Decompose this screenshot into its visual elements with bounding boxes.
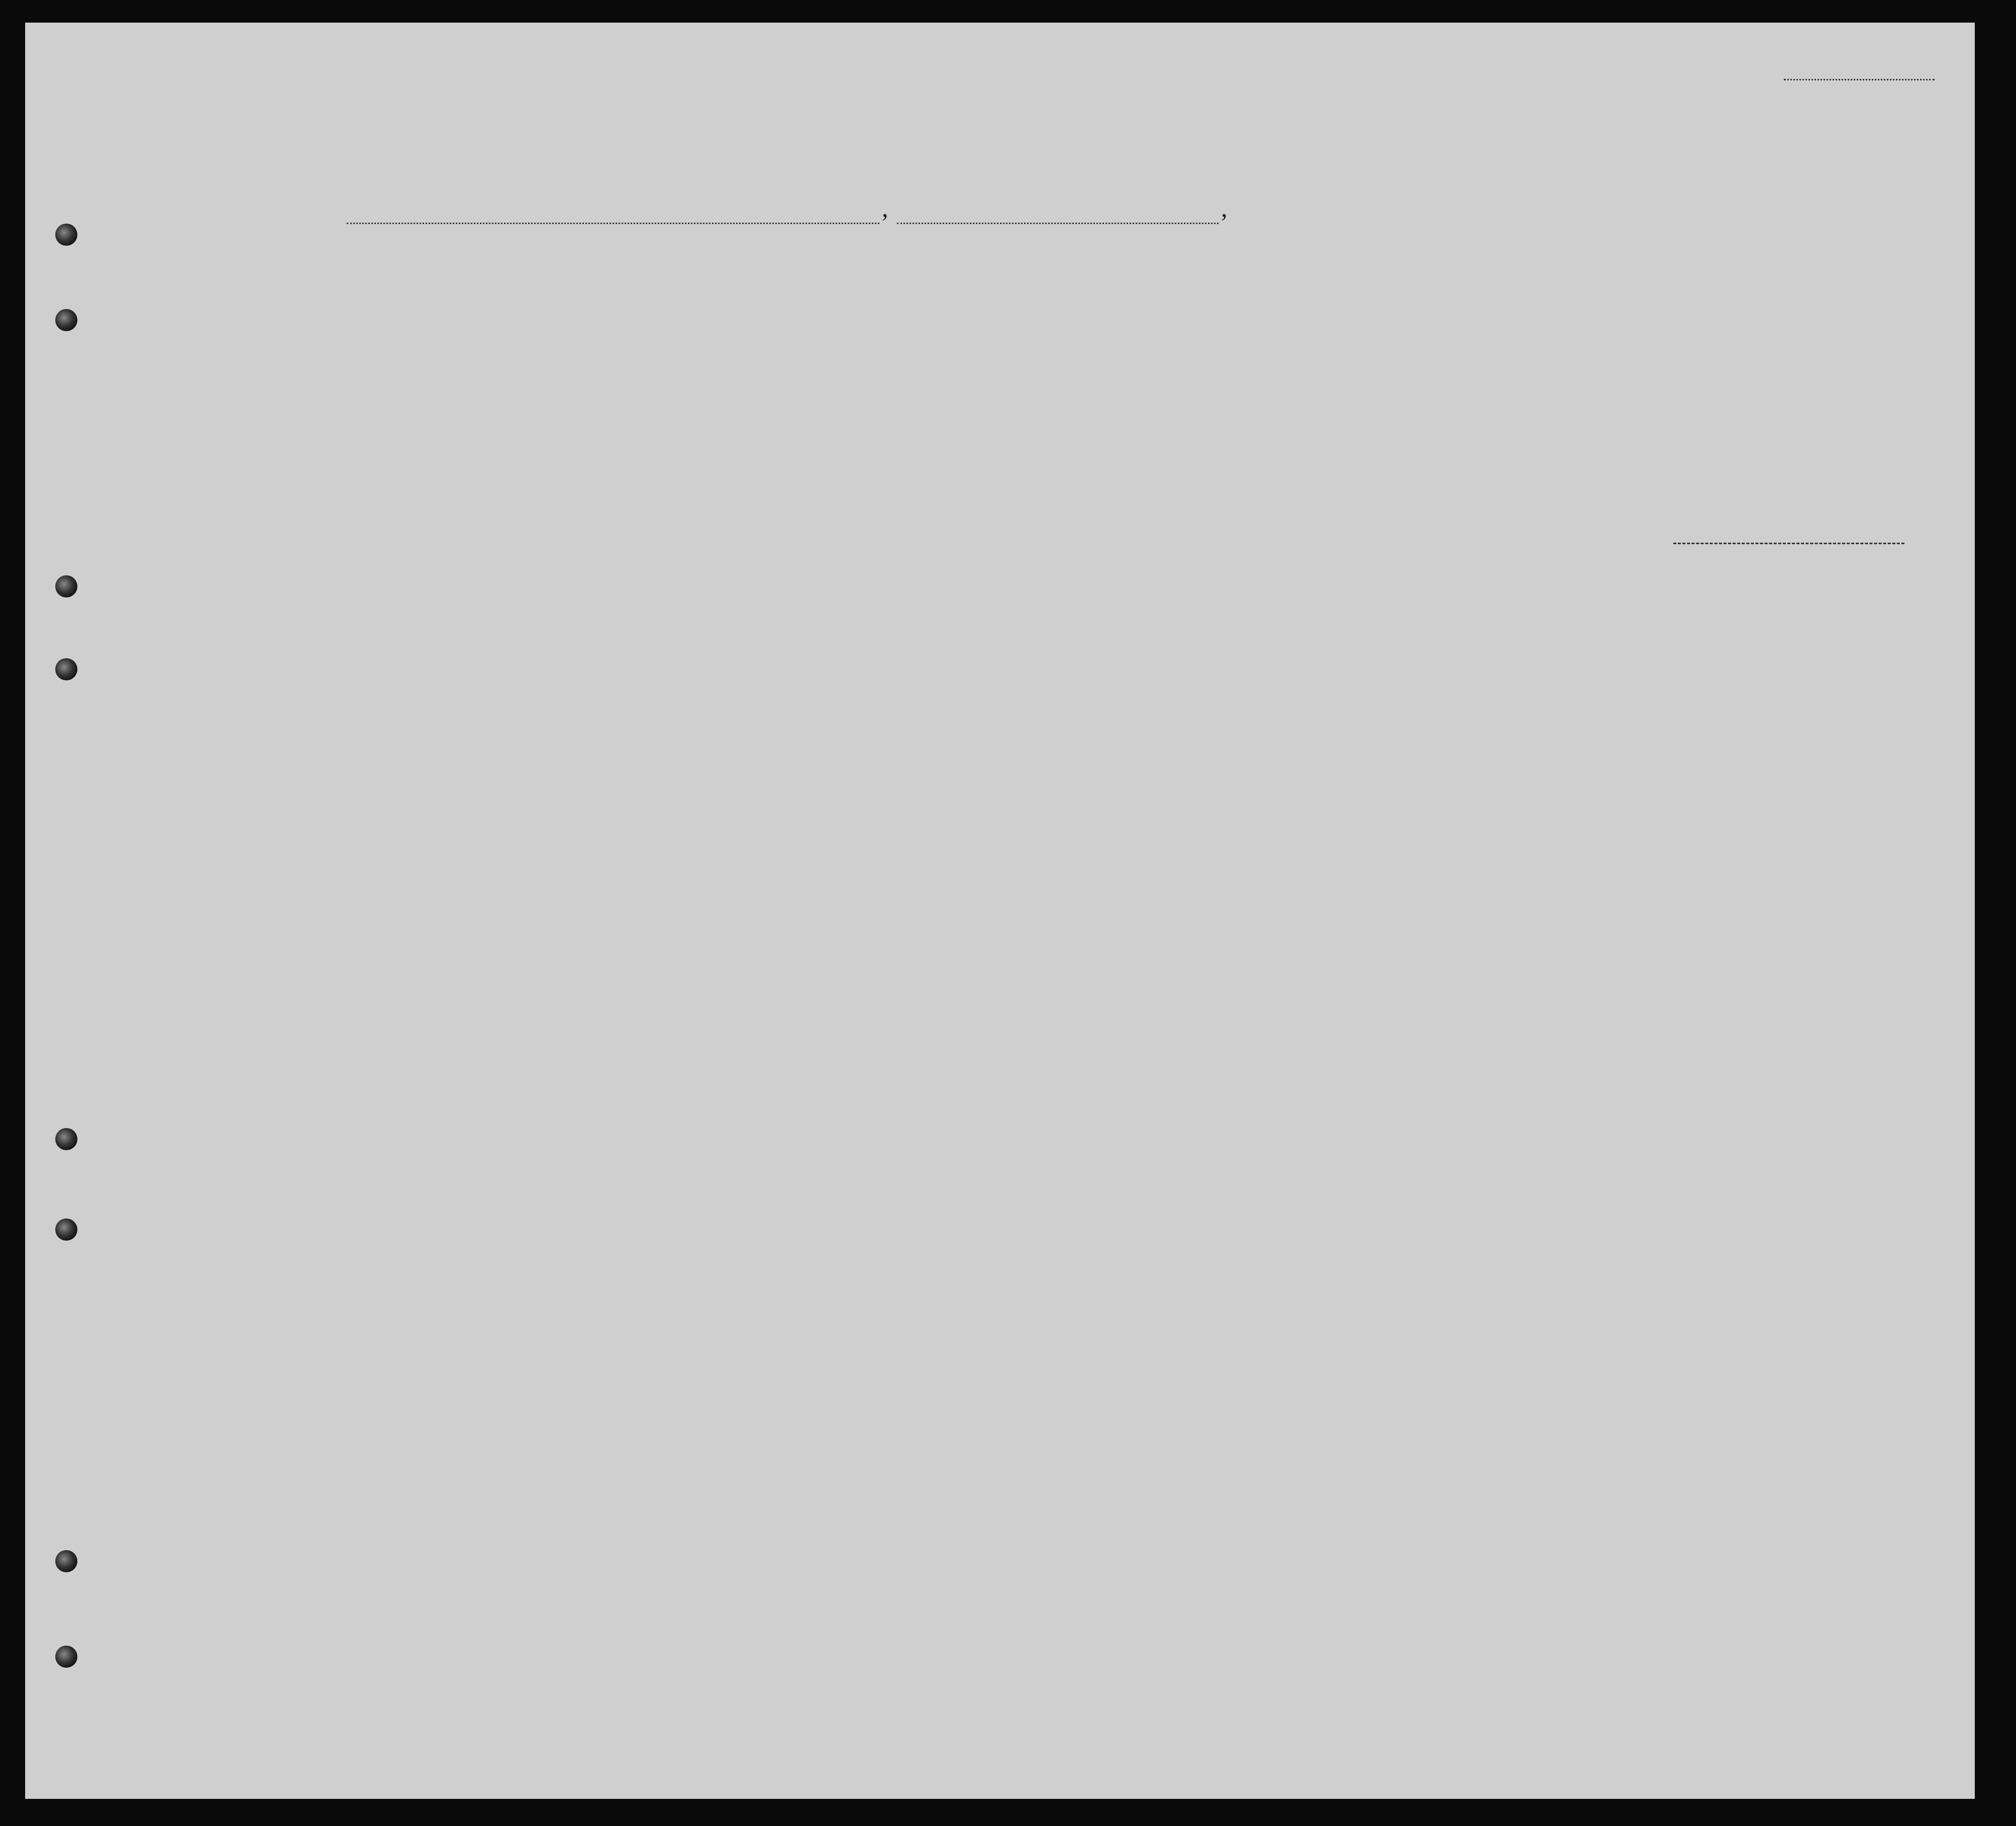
binding-hole <box>55 1646 77 1668</box>
manifest-sheet <box>25 23 1975 1799</box>
binding-hole <box>55 575 77 597</box>
binding-hole <box>55 1128 77 1150</box>
header-q30 <box>1492 284 1533 420</box>
header-purpose-length <box>1196 301 1241 422</box>
binding-hole <box>55 309 77 331</box>
header-purpose-return <box>1141 301 1186 422</box>
header-polygamist <box>1332 284 1354 420</box>
header-prison <box>1294 284 1329 420</box>
binding-hole <box>55 1219 77 1241</box>
header-q29 <box>1447 284 1490 420</box>
binding-hole <box>55 1550 77 1572</box>
row2-dash-line <box>1673 543 1904 544</box>
comma-2: , <box>1221 194 1228 222</box>
table-grid <box>25 23 1975 1799</box>
header-q28 <box>1384 284 1442 420</box>
header-inches <box>1696 389 1711 430</box>
header-ticket <box>587 284 607 404</box>
header-possession <box>681 284 706 404</box>
binding-hole <box>55 658 77 680</box>
header-purpose-citizen <box>1251 301 1291 422</box>
header-feet <box>1671 394 1686 425</box>
comma: , <box>882 194 888 222</box>
header-anarchist <box>1357 284 1379 420</box>
binding-hole <box>55 224 77 246</box>
